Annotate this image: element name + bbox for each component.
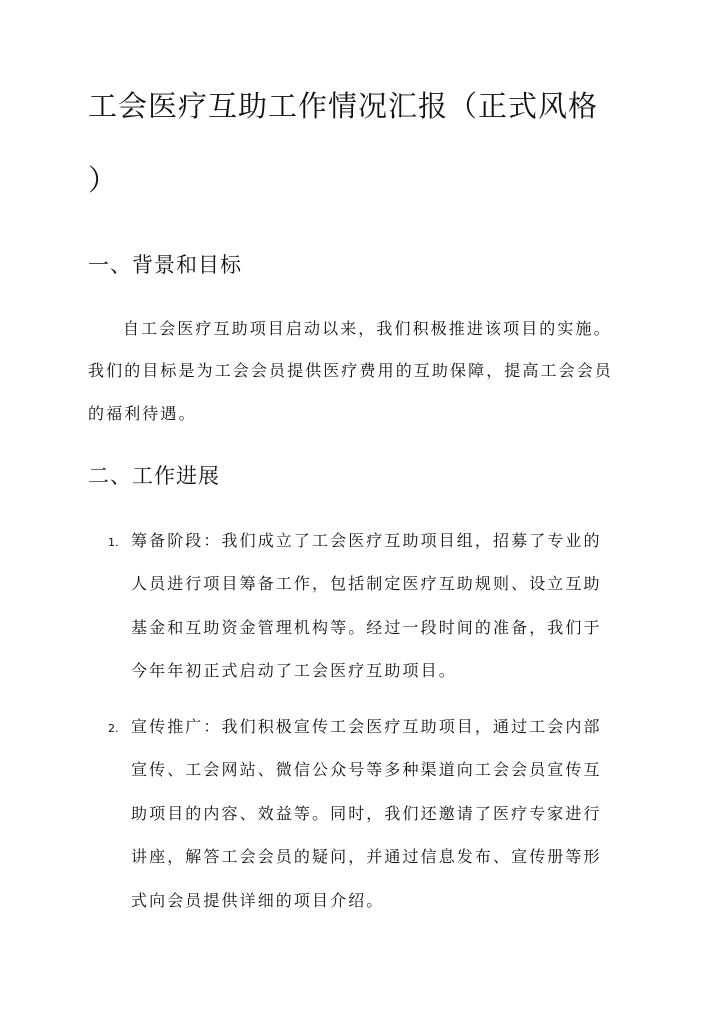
list-item-line: 筹备阶段：我们成立了工会医疗互助项目组，招募了专业的 (131, 531, 602, 550)
list-item-number: 1. (108, 536, 119, 549)
list-item-line: 今年年初正式启动了工会医疗互助项目。 (131, 661, 457, 680)
paragraph-line: 的福利待遇。 (88, 404, 197, 423)
list-item-line: 基金和互助资金管理机构等。经过一段时间的准备，我们于 (131, 618, 602, 637)
list-item-line: 宣传、工会网站、微信公众号等多种渠道向工会会员宣传互 (131, 760, 602, 779)
paragraph-line: 我们的目标是为工会会员提供医疗费用的互助保障，提高工会会员 (88, 361, 613, 380)
list-item-line: 式向会员提供详细的项目介绍。 (131, 891, 385, 910)
document-title-line-1: 工会医疗互助工作情况汇报（正式风格 (88, 89, 599, 123)
list-item-line: 宣传推广：我们积极宣传工会医疗互助项目，通过工会内部 (131, 717, 602, 736)
list-item-line: 人员进行项目筹备工作，包括制定医疗互助规则、设立互助 (131, 574, 602, 593)
document-title-line-2: ） (88, 163, 119, 197)
list-item-line: 助项目的内容、效益等。同时，我们还邀请了医疗专家进行 (131, 804, 602, 823)
list-item-number: 2. (108, 722, 119, 735)
section-heading-background: 一、背景和目标 (88, 253, 242, 277)
paragraph-line: 自工会医疗互助项目启动以来，我们积极推进该项目的实施。 (123, 319, 612, 338)
section-heading-progress: 二、工作进展 (88, 464, 220, 488)
list-item-line: 讲座，解答工会会员的疑问，并通过信息发布、宣传册等形 (131, 847, 602, 866)
